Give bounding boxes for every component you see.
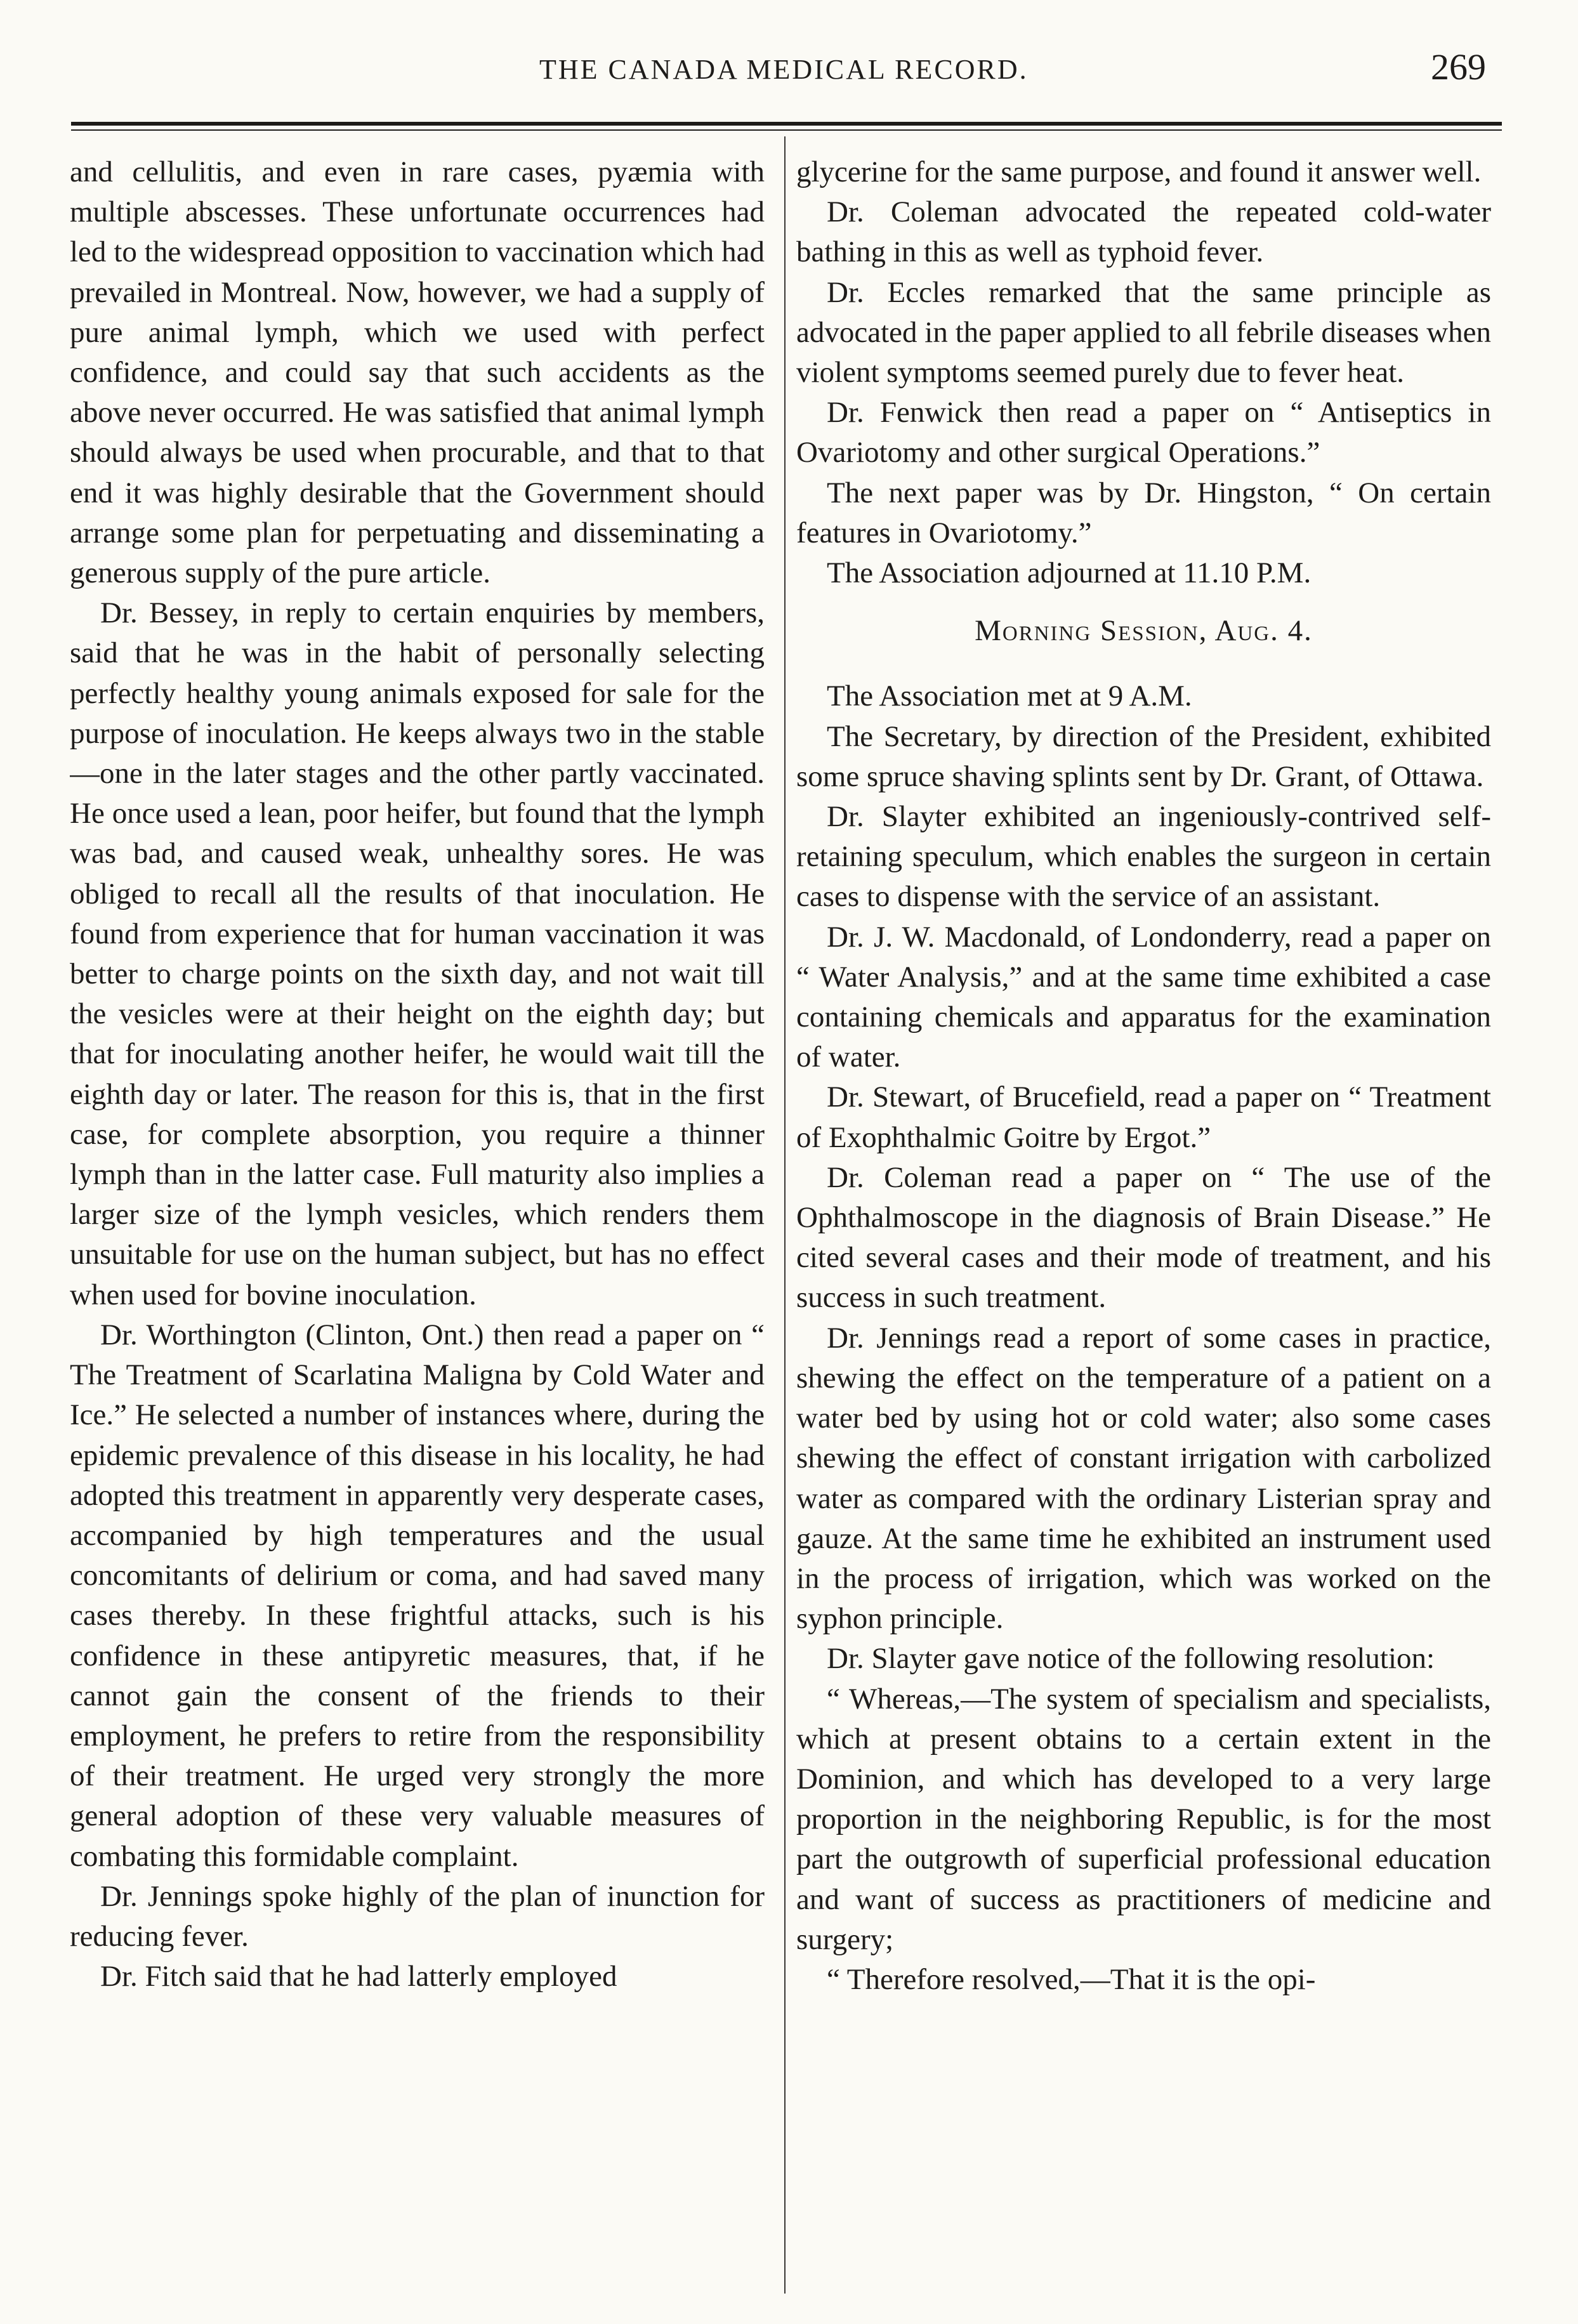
paragraph: The Secretary, by direction of the President, exhibited some spruce shaving splints sent by Dr. Grant, of Ottawa. bbox=[796, 719, 1491, 793]
paragraph: Dr. Jennings read a report of some cases in practice, shewing the effect on the temperature of a patient on a water bed by using hot or cold water; also some cases shewing the effect of constant irrigation with carbolized water as compared with the ordinary Listerian spray and gauze. At the same time he exhibited an instrument used in the process of irrigation, which was worked on the syphon principle. bbox=[796, 1321, 1491, 1636]
paragraph: Dr. Bessey, in reply to certain enquiries by members, said that he was in the habit of personally selecting perfectly healthy young animals exposed for sale for the purpose of inoculation. He keeps always two in the stable—one in the later stages and the other partly vaccinated. He once used a lean, poor heifer, but found that the lymph was bad, and caused weak, unhealthy sores. He was obliged to recall all the results of that inoculation. He found from experience that for human vaccination it was better to charge points on the sixth day, and not wait till the vesicles were at their height on the eighth day; but that for inoculating another heifer, he would wait till the eighth day or later. The reason for this is, that in the first case, for complete absorption, you require a thinner lymph than in the latter case. Full maturity also implies a larger size of the lymph vesicles, which renders them unsuitable for use on the human subject, but has no effect when used for bovine inoculation. bbox=[70, 596, 765, 1311]
paragraph: “ Whereas,—The system of specialism and specialists, which at present obtains to a certain extent in the Dominion, and which has developed to a very large proportion in the neighboring Republic, is for the most part the outgrowth of superficial professional education and want of success as practitioners of medicine and surgery; bbox=[796, 1682, 1491, 1956]
paragraph: Dr. Fitch said that he had latterly employed bbox=[100, 1960, 617, 1993]
paragraph: Dr. Eccles remarked that the same principle as advocated in the paper applied to all febrile diseases when violent symptoms seemed purely due to fever heat. bbox=[796, 275, 1491, 390]
paragraph: and cellulitis, and even in rare cases, pyæmia with multiple abscesses. These unfortunate occurrences had led to the widespread opposition to vaccination which had prevailed in Montreal. Now, however, we had a supply of pure animal lymph, which we used with perfect confidence, and could say that such accidents as the above never occurred. He was satisfied that animal lymph should always be used when procurable, and that to that end it was highly desirable that the Government should arrange some plan for perpetuating and disseminating a generous supply of the pure article. bbox=[70, 155, 765, 590]
paragraph: Dr. Slayter exhibited an ingeniously-contrived self-retaining speculum, which enables the surgeon in certain cases to dispense with the service of an assistant. bbox=[796, 800, 1491, 914]
running-title: THE CANADA MEDICAL RECORD. bbox=[539, 54, 1029, 85]
paragraph: The Association adjourned at 11.10 P.M. bbox=[827, 556, 1312, 590]
paragraph: Dr. J. W. Macdonald, of Londonderry, read a paper on “ Water Analysis,” and at the same time exhibited a case containing chemicals and apparatus for the examination of water. bbox=[796, 920, 1491, 1074]
paragraph: Dr. Worthington (Clinton, Ont.) then read a paper on “ The Treatment of Scarlatina Maligna by Cold Water and Ice.” He selected a number of instances where, during the epidemic prevalence of this disease in his locality, he had adopted this treatment in apparently very desperate cases, accompanied by high temperatures and the usual concomitants of delirium or coma, and had saved many cases thereby. In these frightful attacks, such is his confidence in these antipyretic measures, that, if he cannot gain the consent of the friends to their employment, he prefers to retire from the responsibility of their treatment. He urged very strongly the more general adoption of these very valuable measures of combating this formidable complaint. bbox=[70, 1318, 765, 1873]
paragraph: Dr. Coleman advocated the repeated cold-water bathing in this as well as typhoid fever. bbox=[796, 195, 1491, 269]
right-column bbox=[796, 152, 1491, 2303]
header-rule-thin bbox=[71, 129, 1502, 131]
left-column bbox=[70, 152, 765, 2303]
column-divider bbox=[784, 136, 786, 2294]
paragraph: Dr. Stewart, of Brucefield, read a paper on “ Treatment of Exophthalmic Goitre by Ergot.” bbox=[796, 1080, 1491, 1154]
page-header bbox=[0, 46, 1578, 96]
paragraph: Dr. Coleman read a paper on “ The use of the Ophthalmoscope in the diagnosis of Brain Disease.” He cited several cases and their mode of treatment, and his success in such treatment. bbox=[796, 1160, 1491, 1315]
paragraph: Dr. Jennings spoke highly of the plan of inunction for reducing fever. bbox=[70, 1879, 765, 1953]
paragraph: Dr. Slayter gave notice of the following resolution: bbox=[827, 1642, 1435, 1676]
paragraph: The next paper was by Dr. Hingston, “ On certain features in Ovariotomy.” bbox=[796, 476, 1491, 549]
paragraph: The Association met at 9 A.M. bbox=[827, 679, 1192, 713]
paragraph: Dr. Fenwick then read a paper on “ Antiseptics in Ovariotomy and other surgical Operations.” bbox=[796, 396, 1491, 469]
paragraph: “ Therefore resolved,—That it is the opi- bbox=[827, 1962, 1316, 1996]
header-rule-thick bbox=[71, 122, 1502, 126]
paragraph: glycerine for the same purpose, and found it answer well. bbox=[796, 155, 1482, 188]
section-heading: Morning Session, Aug. 4. bbox=[975, 614, 1313, 648]
page-number: 269 bbox=[1431, 46, 1486, 88]
